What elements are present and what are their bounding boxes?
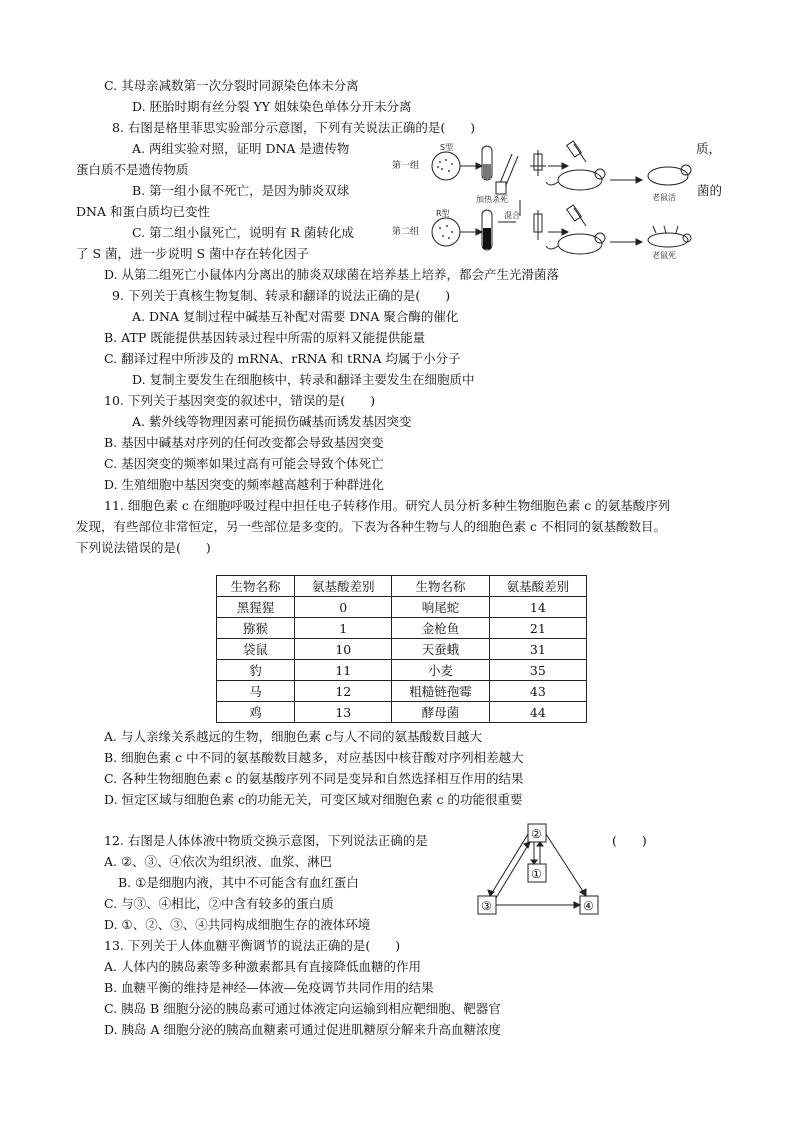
table-cell: 31 [489,639,586,660]
q8-option-a-line2: 蛋白质不是遗传物质 [76,162,189,177]
q12-option-c: C. 与③、④相比，②中含有较多的蛋白质 [104,896,334,911]
q11-option-c: C. 各种生物细胞色素 c 的氨基酸序列不同是变异和自然选择相互作用的结果 [104,771,524,786]
node-2-label: ② [531,827,542,841]
q12-stem: 12. 右图是人体体液中物质交换示意图，下列说法正确的是 [104,833,428,848]
q11-option-a: A. 与人亲缘关系越远的生物，细胞色素 c与人不同的氨基酸数目越大 [104,729,482,744]
table-cell: 10 [295,639,392,660]
table-cell: 11 [295,660,392,681]
q8-option-b-line1: B. 第一组小鼠不死亡，是因为肺炎双球 [132,183,350,198]
q10-stem: 10. 下列关于基因突变的叙述中，错误的是( ) [104,393,376,408]
q8-option-d: D. 从第二组死亡小鼠体内分离出的肺炎双球菌在培养基上培养，都会产生光滑菌落 [104,267,560,282]
table-cell: 金枪鱼 [392,618,489,639]
table-header: 氨基酸差别 [295,576,392,597]
table-cell: 天蚕蛾 [392,639,489,660]
q8-option-a-line1-end: 质， [696,141,722,156]
q8-option-b-line1-end: 菌的 [697,183,723,198]
table-cell: 14 [489,597,586,618]
q13-option-c: C. 胰岛 B 细胞分泌的胰岛素可通过体液定向运输到相应靶细胞、靶器官 [104,1001,501,1016]
s-type-dish-icon [432,152,460,180]
table-cell: 44 [489,702,586,723]
q13-stem: 13. 下列关于人体血糖平衡调节的说法正确的是( ) [104,938,401,953]
s-type-label: S型 [440,143,454,152]
node-4-label: ④ [583,899,594,913]
q9-option-d: D. 复制主要发生在细胞核中，转录和翻译主要发生在细胞质中 [132,372,475,387]
q10-option-b: B. 基因中碱基对序列的任何改变都会导致基因突变 [104,435,384,450]
mouse-alive-icon [648,167,688,185]
q11-stem-line1: 11. 细胞色素 c 在细胞呼吸过程中担任电子转移作用。研究人员分析多种生物细胞色素 c 的氨基酸序列 [104,498,671,513]
q9-option-c: C. 翻译过程中所涉及的 mRNA、rRNA 和 tRNA 均属于小分子 [104,351,461,366]
cytochrome-c-table [216,575,587,723]
q10-option-a: A. 紫外线等物理因素可能损伤碱基而诱发基因突变 [132,414,412,429]
q12-option-a: A. ②、③、④依次为组织液、血浆、淋巴 [104,854,333,869]
table-row [217,618,587,639]
mouse-dead-label: 老鼠死 [652,251,676,260]
q11-option-d: D. 恒定区域与细胞色素 c的功能无关，可变区域对细胞色素 c 的功能很重要 [104,792,523,807]
heat-kill-label: 加热杀死 [476,195,508,204]
table-cell: 35 [489,660,586,681]
q8-option-a-line1: A. 两组实验对照，证明 DNA 是遗传物 [132,141,350,156]
q9-option-a: A. DNA 复制过程中碱基互补配对需要 DNA 聚合酶的催化 [132,309,459,324]
table-cell: 21 [489,618,586,639]
body-fluid-diagram [470,822,610,922]
q9-option-b: B. ATP 既能提供基因转录过程中所需的原料又能提供能量 [104,330,426,345]
r-type-label: R型 [436,209,450,218]
node-1-label: ① [531,867,542,881]
group2-label: 第二组 [392,227,420,237]
q8-option-b-line2: DNA 和蛋白质均已变性 [76,204,210,219]
r-type-dish-icon [432,218,460,246]
table-cell: 43 [489,681,586,702]
node-3-label: ③ [481,899,492,913]
table-row [217,597,587,618]
table-header: 生物名称 [392,576,489,597]
table-cell: 0 [295,597,392,618]
q9-stem: 9. 下列关于真核生物复制、转录和翻译的说法正确的是( ) [112,288,451,303]
table-row [217,681,587,702]
table-header: 氨基酸差别 [489,576,586,597]
q10-option-c: C. 基因突变的频率如果过高有可能会导致个体死亡 [104,456,384,471]
q11-stem-line3: 下列说法错误的是( ) [76,540,211,555]
q8-stem: 8. 右图是格里菲思实验部分示意图，下列有关说法正确的是( ) [112,120,476,135]
group1-label: 第一组 [392,161,420,171]
q8-option-c-line1: C. 第二组小鼠死亡，说明有 R 菌转化成 [132,225,354,240]
q7-option-d: D. 胚胎时期有丝分裂 YY 姐妹染色单体分开未分离 [132,99,412,114]
table-header-row [217,576,587,597]
q11-option-b: B. 细胞色素 c 中不同的氨基酸数目越多，对应基因中核苷酸对序列相差越大 [104,750,524,765]
q13-option-a: A. 人体内的胰岛素等多种激素都具有直接降低血糖的作用 [104,959,421,974]
q12-answer-paren: ( ) [612,833,647,848]
table-row [217,639,587,660]
table-cell: 豹 [217,660,295,681]
q7-option-c: C. 其母亲减数第一次分裂时同源染色体未分离 [104,78,359,93]
table-cell: 响尾蛇 [392,597,489,618]
q12-option-d: D. ①、②、③、④共同构成细胞生存的液体环境 [104,917,371,932]
q13-option-d: D. 胰岛 A 细胞分泌的胰高血糖素可通过促进肌糖原分解来升高血糖浓度 [104,1022,501,1037]
table-cell: 袋鼠 [217,639,295,660]
table-cell: 小麦 [392,660,489,681]
griffith-experiment-figure [390,136,700,264]
q12-option-b: B. ①是细胞内液，其中不可能含有血红蛋白 [118,875,359,890]
table-header: 生物名称 [217,576,295,597]
burner-icon [496,182,506,194]
table-row [217,660,587,681]
table-cell: 12 [295,681,392,702]
table-cell: 1 [295,618,392,639]
mouse-alive-label: 老鼠活 [652,193,676,202]
table-cell: 粗糙链孢霉 [392,681,489,702]
table-cell: 猕猴 [217,618,295,639]
table-cell: 马 [217,681,295,702]
table-cell: 13 [295,702,392,723]
table-cell: 酵母菌 [392,702,489,723]
mix-label: 混合 [504,211,520,220]
table-cell: 黑猩猩 [217,597,295,618]
q10-option-d: D. 生殖细胞中基因突变的频率越高越利于种群进化 [104,477,385,492]
q8-option-c-line2: 了 S 菌，进一步说明 S 菌中存在转化因子 [76,246,310,261]
table-row [217,702,587,723]
q11-stem-line2: 发现，有些部位非常恒定，另一些部位是多变的。下表为各种生物与人的细胞色素 c 不相同的氨基酸数目。 [76,519,666,534]
table-cell: 鸡 [217,702,295,723]
q13-option-b: B. 血糖平衡的维持是神经—体液—免疫调节共同作用的结果 [104,980,434,995]
mouse-dead-icon [648,233,688,247]
